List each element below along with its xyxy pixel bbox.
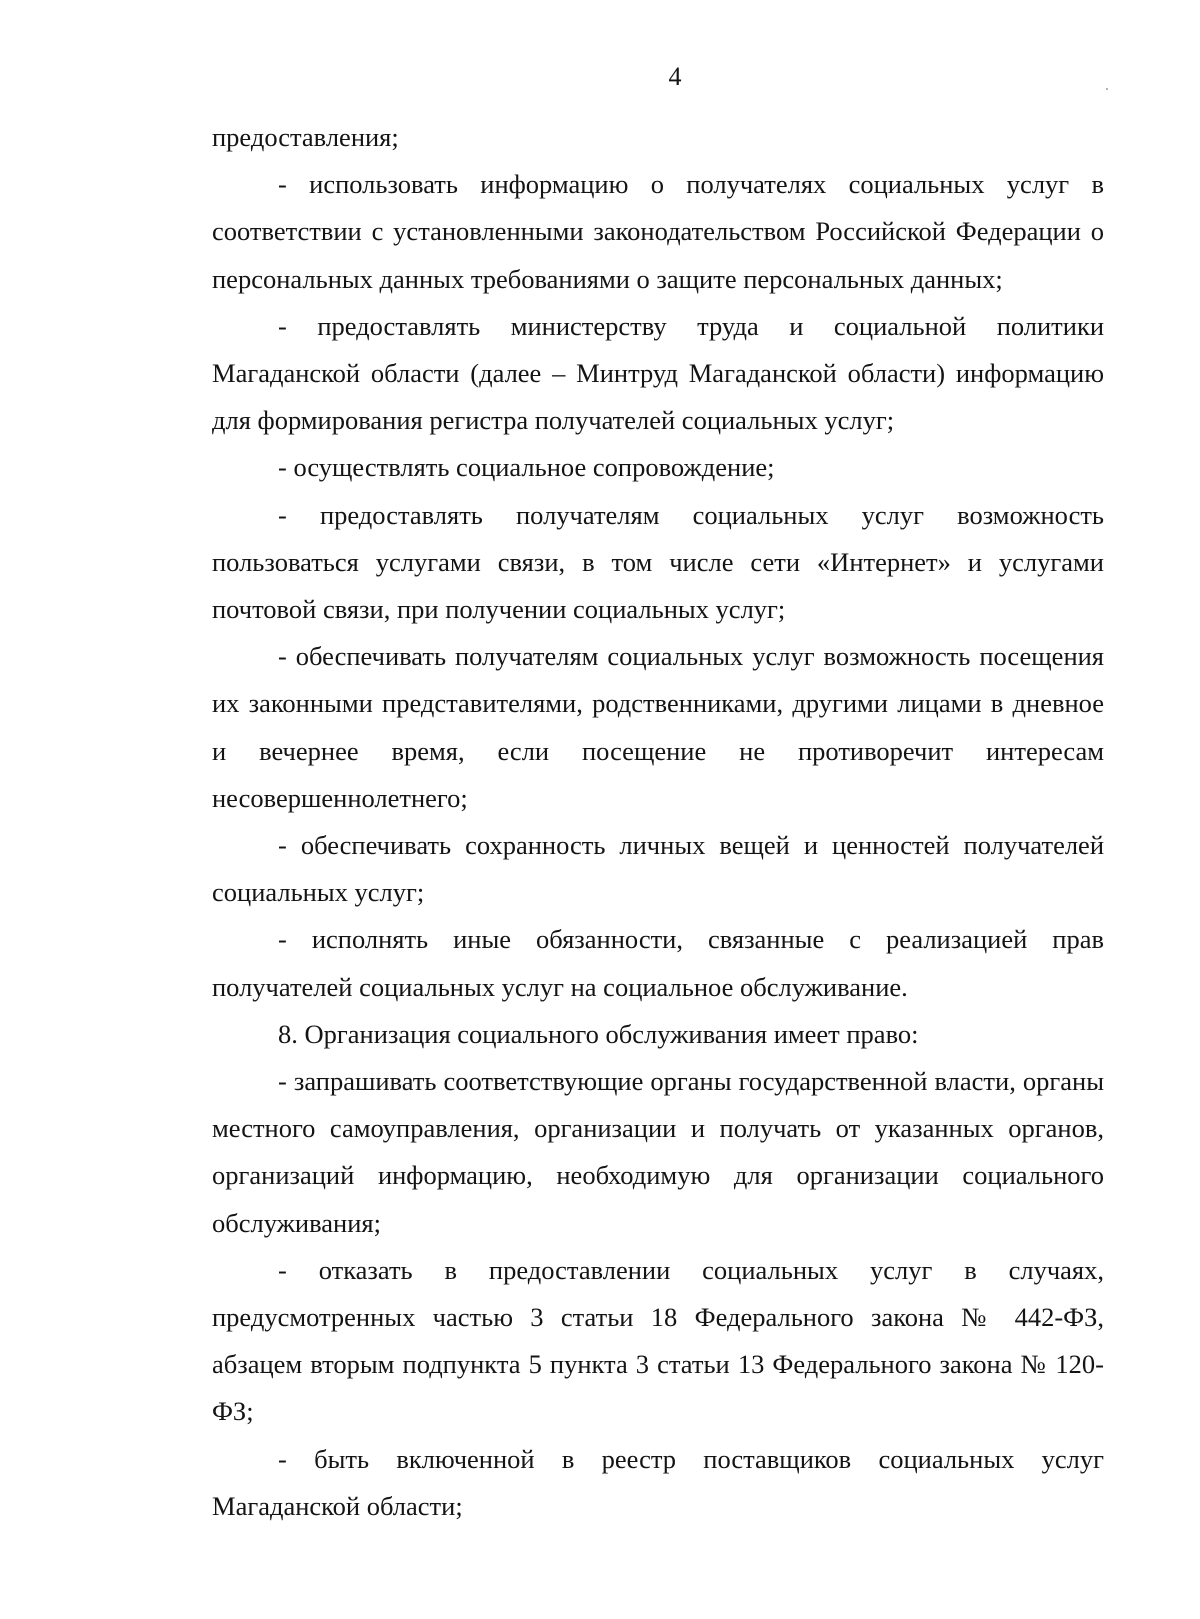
paragraph-use-personal-data: - использовать информацию о получателях социальных услуг в соответствии с установленными законодательством Российской Федерации о персональных данных требованиями о защите персональных данных; [212,169,1104,294]
paragraph-communication-services: - предоставлять получателям социальных услуг возможность пользоваться услугами связи, в том числе сети «Интернет» и услугами почтовой связи, при получении социальных услуг; [212,499,1104,625]
paragraph-visits: - обеспечивать получателям социальных услуг возможность посещения их законными представителями, родственниками, другими лицами в дневное и вечернее время, если посещение не противоречит интересам несовершеннолетнего; [212,641,1104,813]
paragraph-social-support: - осуществлять социальное сопровождение; [278,452,775,483]
paragraph-request-info: - запрашивать соответствующие органы государственной власти, органы местного самоуправления, организации и получать от указанных органов, организаций информацию, необходимую для организации социального обслуживания; [212,1066,1104,1238]
paragraph-registry-inclusion: - быть включенной в реестр поставщиков социальных услуг Магаданской области; [212,1443,1104,1521]
scan-speck [1106,88,1108,90]
paragraph-section-8-heading: 8. Организация социального обслуживания имеет право: [278,1018,919,1049]
paragraph-refuse-services: - отказать в предоставлении социальных услуг в случаях, предусмотренных частью 3 статьи 18 Федерального закона № 442-ФЗ, абзацем вторым подпункта 5 пункта 3 статьи 13 Федерального закона № 120-ФЗ; [212,1254,1104,1427]
page-number: 4 [668,62,682,91]
paragraph-other-duties: - исполнять иные обязанности, связанные с реализацией прав получателей социальных услуг на социальное обслуживание. [212,924,1104,1002]
paragraph-provide-ministry-info: - предоставлять министерству труда и социальной политики Магаданской области (далее – Минтруд Магаданской области) информацию для формирования регистра получателей социальных услуг; [212,310,1104,436]
paragraph-continuation: предоставления; [212,122,399,152]
document-body [212,114,1104,1530]
paragraph-belongings-safety: - обеспечивать сохранность личных вещей и ценностей получателей социальных услуг; [212,830,1104,908]
